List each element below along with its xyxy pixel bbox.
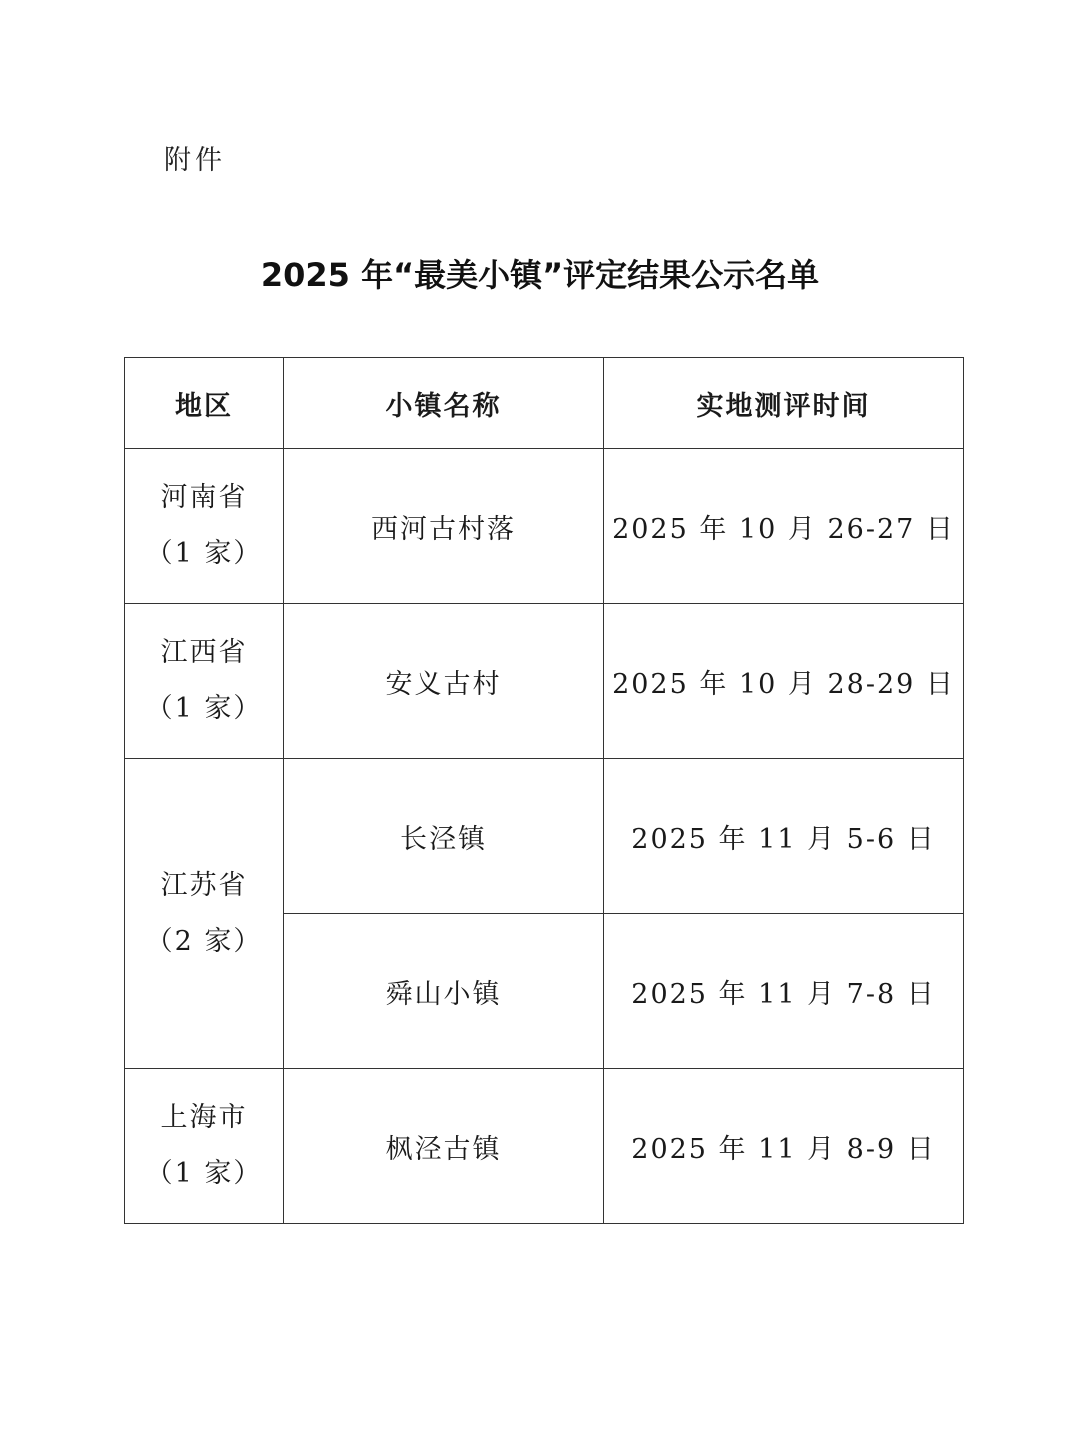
date-cell: 2025 年 10 月 28-29 日 xyxy=(604,604,964,759)
header-town-name: 小镇名称 xyxy=(284,358,604,449)
region-cell xyxy=(125,449,284,604)
table-row xyxy=(125,1069,964,1224)
region-count: （1 家） xyxy=(145,1158,263,1189)
region-count: （1 家） xyxy=(145,693,263,724)
town-cell: 西河古村落 xyxy=(284,449,604,604)
date-cell: 2025 年 11 月 8-9 日 xyxy=(604,1069,964,1224)
region-name: 上海市 xyxy=(160,1102,248,1133)
header-region: 地区 xyxy=(125,358,284,449)
region-cell xyxy=(125,604,284,759)
results-table xyxy=(124,357,964,1224)
header-evaluation-time: 实地测评时间 xyxy=(604,358,964,449)
region-name: 江苏省 xyxy=(160,869,248,901)
town-cell: 长泾镇 xyxy=(284,759,604,914)
document-title: 2025 年“最美小镇”评定结果公示名单 xyxy=(260,256,820,294)
date-cell: 2025 年 10 月 26-27 日 xyxy=(604,449,964,604)
date-cell: 2025 年 11 月 7-8 日 xyxy=(604,914,964,1069)
region-name: 河南省 xyxy=(160,482,248,513)
attachment-label: 附件 xyxy=(164,145,226,176)
table-header-row xyxy=(125,358,964,449)
table-row xyxy=(125,604,964,759)
table-row xyxy=(125,449,964,604)
town-cell: 安义古村 xyxy=(284,604,604,759)
region-count: （1 家） xyxy=(145,538,263,569)
region-name: 江西省 xyxy=(160,637,248,668)
table-row xyxy=(125,759,964,914)
region-cell xyxy=(125,1069,284,1224)
date-cell: 2025 年 11 月 5-6 日 xyxy=(604,759,964,914)
town-cell: 枫泾古镇 xyxy=(284,1069,604,1224)
town-cell: 舜山小镇 xyxy=(284,914,604,1069)
region-count: （2 家） xyxy=(145,925,263,957)
region-cell xyxy=(125,759,284,1069)
